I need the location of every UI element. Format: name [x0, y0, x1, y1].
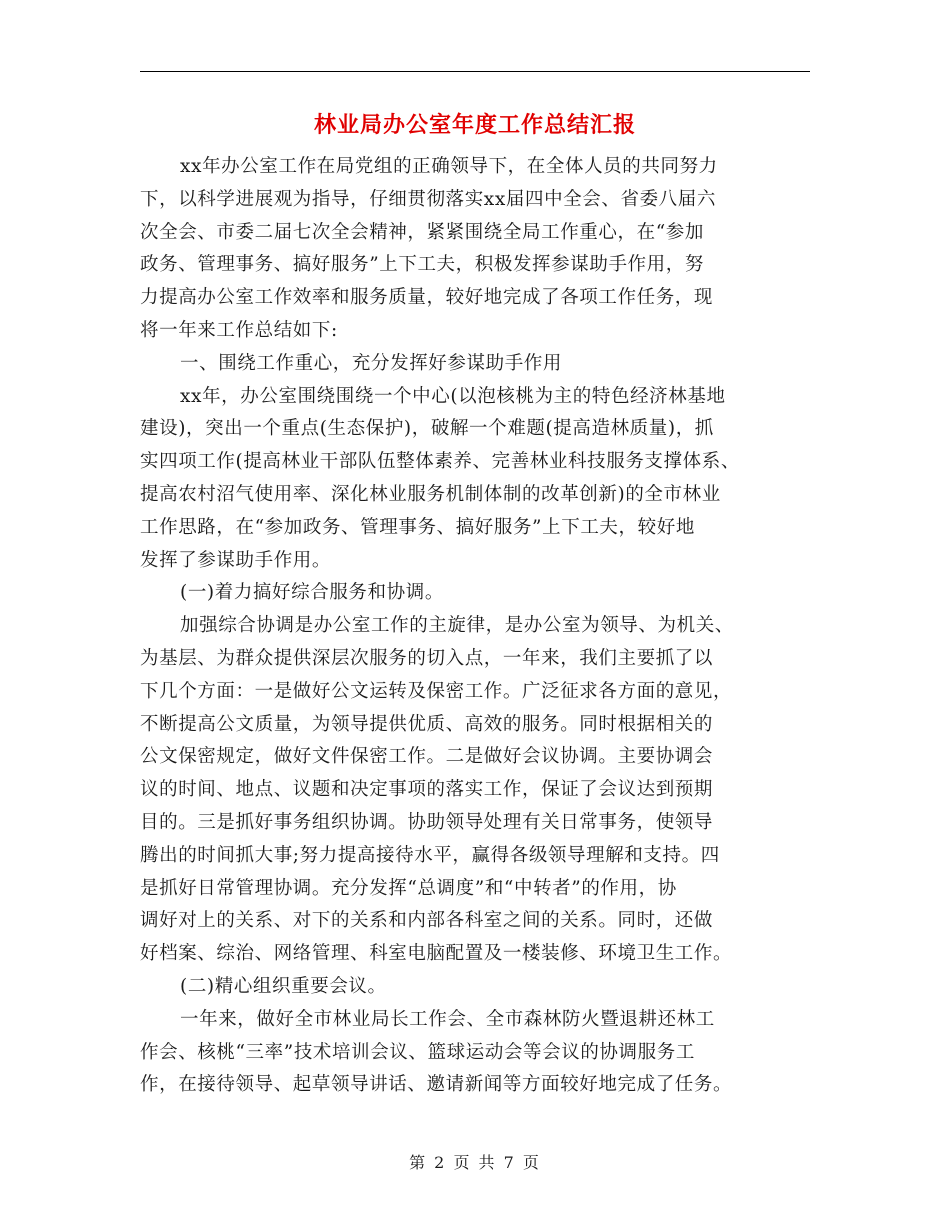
paragraph-line: 好档案、综治、网络管理、科室电脑配置及一楼装修、环境卫生工作。	[140, 943, 733, 965]
paragraph-line: 作，在接待领导、起草领导讲话、邀请新闻等方面较好地完成了任务。	[140, 1074, 733, 1096]
paragraph-line: 下，以科学进展观为指导，仔细贯彻落实xx届四中全会、省委八届六	[140, 188, 716, 210]
paragraph-line: 建设)，突出一个重点(生态保护)，破解一个难题(提高造林质量)，抓	[140, 418, 714, 440]
paragraph-line: xx年办公室工作在局党组的正确领导下，在全体人员的共同努力	[180, 156, 718, 177]
paragraph-line: 下几个方面：一是做好公文运转及保密工作。广泛征求各方面的意见，	[140, 680, 733, 702]
paragraph-line: 力提高办公室工作效率和服务质量，较好地完成了各项工作任务，现	[140, 287, 714, 309]
paragraph-line: 为基层、为群众提供深层次服务的切入点，一年来，我们主要抓了以	[140, 647, 714, 669]
paragraph-line: 腾出的时间抓大事;努力提高接待水平，赢得各级领导理解和支持。四	[140, 844, 720, 866]
section-heading: 一、围绕工作重心，充分发挥好参谋助手作用	[180, 352, 563, 374]
paragraph-line: 公文保密规定，做好文件保密工作。二是做好会议协调。主要协调会	[140, 746, 714, 768]
header-rule	[140, 71, 810, 72]
paragraph-line: 将一年来工作总结如下:	[140, 319, 338, 341]
paragraph-line: 作会、核桃“三率”技术培训会议、篮球运动会等会议的协调服务工	[140, 1041, 695, 1063]
document-body	[140, 151, 810, 1102]
document-title: 林业局办公室年度工作总结汇报	[313, 113, 636, 138]
paragraph-line: 政务、管理事务、搞好服务”上下工夫，积极发挥参谋助手作用，努	[140, 254, 704, 276]
paragraph-line: 一年来，做好全市林业局长工作会、全市森林防火暨退耕还林工	[180, 1008, 715, 1030]
paragraph-line: 次全会、市委二届七次全会精神，紧紧围绕全局工作重心，在“参加	[140, 221, 704, 243]
paragraph-line: 是抓好日常管理协调。充分发挥“总调度”和“中转者”的作用，协	[140, 877, 677, 899]
paragraph-line: 发挥了参谋助手作用。	[140, 549, 332, 571]
paragraph-line: 不断提高公文质量，为领导提供优质、高效的服务。同时根据相关的	[140, 713, 714, 735]
paragraph-line: 议的时间、地点、议题和决定事项的落实工作，保证了会议达到预期	[140, 779, 714, 801]
subsection-heading: (一)着力搞好综合服务和协调。	[180, 582, 444, 604]
paragraph-line: 加强综合协调是办公室工作的主旋律，是办公室为领导、为机关、	[180, 615, 734, 637]
paragraph-line: 调好对上的关系、对下的关系和内部各科室之间的关系。同时，还做	[140, 910, 714, 932]
subsection-heading: (二)精心组织重要会议。	[180, 975, 387, 997]
paragraph-line: 提高农村沼气使用率、深化林业服务机制体制的改革创新)的全市林业	[140, 483, 721, 505]
paragraph-line: 工作思路，在“参加政务、管理事务、搞好服务”上下工夫，较好地	[140, 516, 695, 538]
paragraph-line: 目的。三是抓好事务组织协调。协助领导处理有关日常事务，使领导	[140, 811, 714, 833]
paragraph-line: xx年，办公室围绕围绕一个中心(以泡核桃为主的特色经济林基地	[180, 385, 726, 407]
page-number-footer: 第 2 页 共 7 页	[409, 1153, 541, 1172]
paragraph-line: 实四项工作(提高林业干部队伍整体素养、完善林业科技服务支撑体系、	[140, 451, 740, 473]
